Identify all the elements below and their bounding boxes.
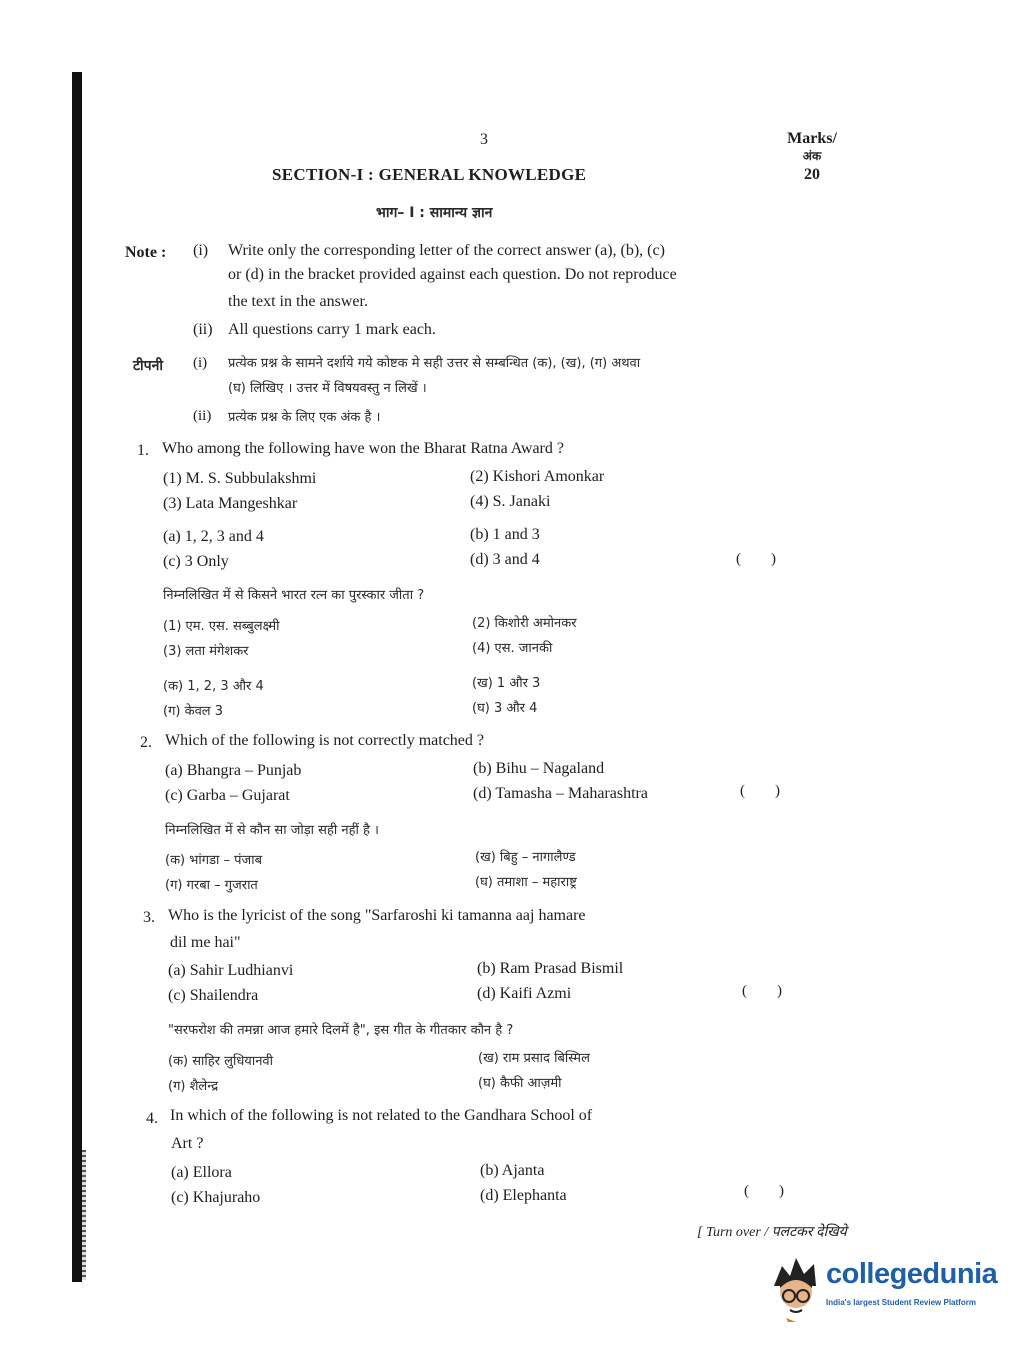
answer-option: (c) Khajuraho	[171, 1189, 261, 1206]
answer-bracket[interactable]: ( )	[742, 983, 782, 999]
answer-option-hi: (ग) शैलेन्द्र	[168, 1079, 219, 1094]
answer-option: (a) 1, 2, 3 and 4	[163, 528, 264, 545]
question-text: Who is the lyricist of the song "Sarfaroshi ki tamanna aaj hamare	[168, 907, 586, 924]
answer-bracket[interactable]: ( )	[740, 783, 780, 799]
note-num-1: (i)	[193, 242, 209, 259]
answer-option: (d) Tamasha – Maharashtra	[473, 785, 648, 802]
answer-option-hi: (ख) बिहु – नागालैण्ड	[475, 850, 576, 865]
answer-option-hi: (ख) राम प्रसाद बिस्मिल	[478, 1051, 590, 1066]
sub-item: (3) Lata Mangeshkar	[163, 495, 298, 512]
marks-label: Marks/	[787, 130, 837, 147]
collegedunia-logo[interactable]	[768, 1252, 998, 1322]
marks-label-hi: अंक	[802, 149, 822, 163]
answer-option: (a) Bhangra – Punjab	[165, 762, 302, 779]
note-hi-line: प्रत्येक प्रश्न के सामने दर्शाये गये कोष्टक मे सही उत्तर से सम्बन्धित (क), (ख), (ग) अथवा	[228, 356, 641, 371]
note-hi-line: प्रत्येक प्रश्न के लिए एक अंक है ।	[228, 410, 381, 425]
answer-option: (a) Sahir Ludhianvi	[168, 962, 294, 979]
question-text: Art ?	[171, 1135, 204, 1152]
note-hi-line: (घ) लिखिए । उत्तर में विषयवस्तु न लिखें ।	[228, 381, 427, 396]
answer-option-hi: (क) 1, 2, 3 और 4	[163, 679, 264, 694]
marks-value: 20	[804, 166, 820, 183]
note-hi-num-1: (i)	[193, 355, 208, 371]
sub-item-hi: (2) किशोरी अमोनकर	[472, 616, 577, 631]
logo-tagline: India's largest Student Review Platform	[826, 1298, 976, 1307]
answer-option-hi: (ग) गरबा – गुजरात	[165, 878, 258, 893]
answer-option: (c) 3 Only	[163, 553, 229, 570]
mascot-icon	[768, 1252, 826, 1322]
answer-option-hi: (क) साहिर लुधियानवी	[168, 1054, 274, 1069]
question-text-hi: निम्नलिखित में से कौन सा जोड़ा सही नहीं है ।	[165, 823, 379, 838]
answer-option-hi: (क) भांगडा – पंजाब	[165, 853, 262, 868]
answer-option: (b) Ram Prasad Bismil	[477, 960, 624, 977]
sub-item: (1) M. S. Subbulakshmi	[163, 470, 317, 487]
marks-header	[780, 129, 844, 184]
sub-item-hi: (4) एस. जानकी	[472, 641, 553, 656]
sub-item-hi: (3) लता मंगेशकर	[163, 644, 249, 659]
question-number: 4.	[146, 1110, 158, 1127]
answer-option-hi: (घ) कैफी आज़मी	[478, 1076, 562, 1091]
answer-option: (d) Elephanta	[480, 1187, 567, 1204]
answer-option: (d) Kaifi Azmi	[477, 985, 572, 1002]
answer-option: (d) 3 and 4	[470, 551, 540, 568]
sub-item: (2) Kishori Amonkar	[470, 468, 605, 485]
question-text: Who among the following have won the Bharat Ratna Award ?	[162, 440, 564, 457]
note-line: Write only the corresponding letter of the correct answer (a), (b), (c)	[228, 242, 665, 259]
page-number: 3	[480, 131, 488, 148]
note-hi-num-2: (ii)	[193, 408, 212, 424]
answer-bracket[interactable]: ( )	[744, 1183, 784, 1199]
sub-item: (4) S. Janaki	[470, 493, 551, 510]
turn-over-note: [ Turn over / पलटकर देखिये	[697, 1225, 847, 1240]
scan-artifact	[82, 1150, 86, 1280]
note-line: All questions carry 1 mark each.	[228, 321, 436, 338]
binding-edge	[72, 72, 82, 1282]
sub-item-hi: (1) एम. एस. सब्बुलक्ष्मी	[163, 619, 280, 634]
answer-bracket[interactable]: ( )	[736, 551, 776, 567]
section-title-hi: भाग– I : सामान्य ज्ञान	[376, 205, 493, 221]
answer-option: (b) Bihu – Nagaland	[473, 760, 605, 777]
question-number: 2.	[140, 734, 152, 751]
question-text: dil me hai"	[170, 934, 241, 951]
question-number: 3.	[143, 909, 155, 926]
question-text-hi: निम्नलिखित में से किसने भारत रत्न का पुरस्कार जीता ?	[163, 588, 425, 603]
answer-option-hi: (घ) 3 और 4	[472, 701, 538, 716]
logo-wordmark: collegedunia	[826, 1258, 998, 1290]
answer-option: (b) 1 and 3	[470, 526, 540, 543]
note-line: or (d) in the bracket provided against each question. Do not reproduce	[228, 266, 677, 283]
answer-option-hi: (घ) तमाशा – महाराष्ट्र	[475, 875, 577, 890]
section-title: SECTION-I : GENERAL KNOWLEDGE	[272, 165, 587, 184]
answer-option: (a) Ellora	[171, 1164, 232, 1181]
note-line: the text in the answer.	[228, 293, 368, 310]
answer-option-hi: (ख) 1 और 3	[472, 676, 541, 691]
answer-option: (c) Garba – Gujarat	[165, 787, 290, 804]
answer-option: (b) Ajanta	[480, 1162, 545, 1179]
question-number: 1.	[137, 442, 149, 459]
question-text: Which of the following is not correctly matched ?	[165, 732, 485, 749]
question-text-hi: "सरफरोश की तमन्ना आज हमारे दिलमें है", इस गीत के गीतकार कौन है ?	[168, 1023, 514, 1038]
note-label: Note :	[125, 244, 167, 261]
answer-option: (c) Shailendra	[168, 987, 259, 1004]
note-num-2: (ii)	[193, 321, 213, 338]
note-label-hi: टीपनी	[133, 358, 164, 374]
answer-option-hi: (ग) केवल 3	[163, 704, 224, 719]
question-text: In which of the following is not related to the Gandhara School of	[170, 1107, 593, 1124]
